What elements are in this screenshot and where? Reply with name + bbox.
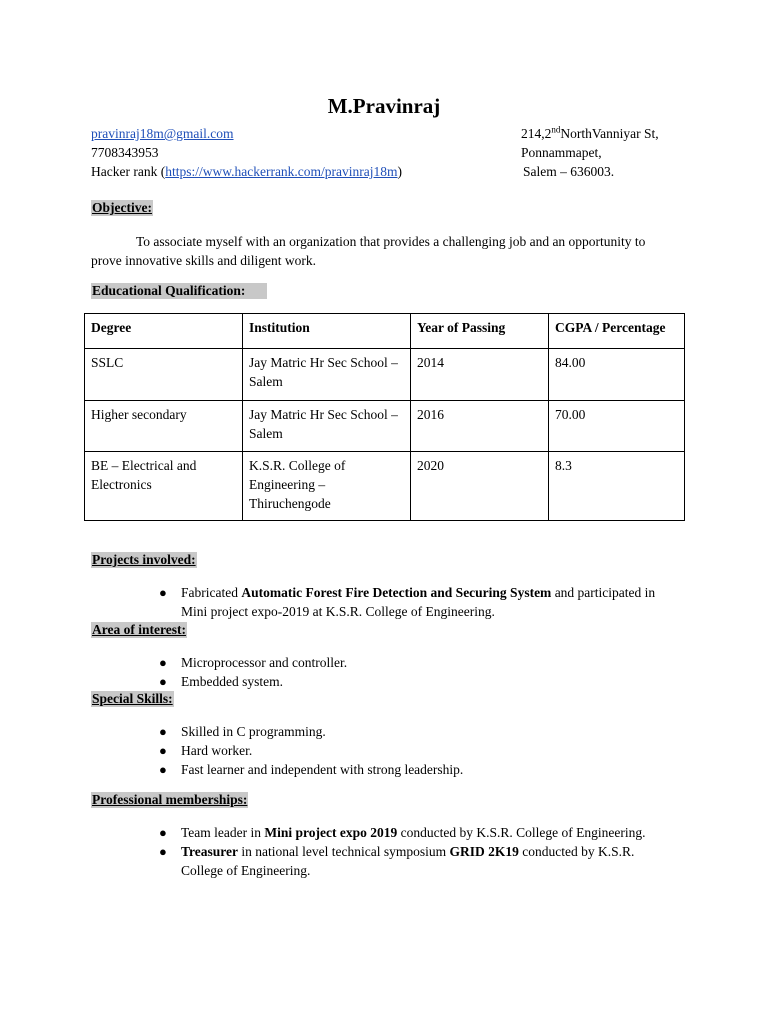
hackerrank-link[interactable]: https://www.hackerrank.com/pravinraj18m: [165, 164, 398, 179]
bullet-icon: ●: [159, 674, 167, 689]
education-section: [91, 283, 267, 299]
list-item: [91, 722, 691, 741]
email-link[interactable]: pravinraj18m@gmail.com: [91, 126, 234, 141]
memberships-list: [91, 823, 691, 880]
institution-cell: K.S.R. College of Engineering – Thiruchengode: [243, 452, 411, 521]
objective-line-2: prove innovative skills and diligent work.: [91, 253, 316, 268]
table-row: [85, 349, 685, 401]
address-number: 214,2: [521, 126, 552, 141]
list-item: [91, 760, 691, 779]
projects-heading: Projects involved:: [92, 552, 196, 567]
list-item: [91, 823, 691, 842]
objective-heading: Objective:: [92, 200, 152, 215]
interest-section: [91, 622, 187, 638]
bullet-icon: ●: [159, 762, 167, 777]
skill-item: Skilled in C programming.: [181, 724, 326, 739]
institution-cell: Jay Matric Hr Sec School – Salem: [243, 349, 411, 401]
membership-text: Team leader in: [181, 825, 265, 840]
list-item: [91, 653, 691, 672]
institution-cell: Jay Matric Hr Sec School – Salem: [243, 401, 411, 452]
hackerrank-close: ): [397, 164, 403, 179]
membership-text-tail: conducted by K.S.R.: [518, 844, 635, 859]
list-item: [91, 842, 691, 880]
degree-cell: BE – Electrical and Electronics: [85, 452, 243, 521]
bullet-icon: ●: [159, 743, 167, 758]
membership-text-line-2: College of Engineering.: [181, 863, 311, 878]
membership-text: in national level technical symposium: [238, 844, 450, 859]
address-line-3: Salem – 636003.: [523, 164, 615, 179]
membership-role: Treasurer: [181, 844, 238, 859]
skill-item: Fast learner and independent with strong leadership.: [181, 762, 464, 777]
degree-cell: Higher secondary: [85, 401, 243, 452]
interest-heading: Area of interest:: [92, 622, 186, 637]
address-line-2: Ponnammapet,: [521, 145, 602, 160]
skills-heading: Special Skills:: [92, 691, 173, 706]
interest-list: [91, 653, 691, 691]
objective-section: [91, 200, 153, 216]
year-cell: 2016: [411, 401, 549, 452]
table-header-row: [85, 314, 685, 349]
memberships-section: [91, 792, 248, 808]
membership-event: Mini project expo 2019: [264, 825, 398, 840]
resume-name: M.Pravinraj: [327, 94, 441, 118]
score-cell: 84.00: [549, 349, 685, 401]
bullet-icon: ●: [159, 724, 167, 739]
address: [521, 124, 659, 181]
address-street: NorthVanniyar St,: [560, 126, 659, 141]
column-header: Institution: [243, 314, 411, 349]
column-header: Year of Passing: [411, 314, 549, 349]
list-item: [91, 741, 691, 760]
membership-event: GRID 2K19: [449, 844, 519, 859]
list-item: [91, 672, 691, 691]
table-row: [85, 452, 685, 521]
membership-text-tail: conducted by K.S.R. College of Engineering.: [397, 825, 646, 840]
project-text-tail: and participated in: [551, 585, 656, 600]
skills-list: [91, 722, 691, 779]
projects-list: [91, 583, 691, 621]
education-table: [84, 313, 685, 521]
skills-section: [91, 691, 174, 707]
interest-item: Microprocessor and controller.: [181, 655, 348, 670]
address-superscript: nd: [551, 124, 561, 135]
degree-cell: SSLC: [85, 349, 243, 401]
score-cell: 8.3: [549, 452, 685, 521]
bullet-icon: ●: [159, 655, 167, 670]
contact-info: [91, 124, 402, 181]
column-header: CGPA / Percentage: [549, 314, 685, 349]
interest-item: Embedded system.: [181, 674, 283, 689]
column-header: Degree: [85, 314, 243, 349]
bullet-icon: ●: [159, 844, 167, 859]
skill-item: Hard worker.: [181, 743, 253, 758]
hackerrank-line: [91, 162, 402, 181]
project-title: Automatic Forest Fire Detection and Securing System: [241, 585, 552, 600]
hackerrank-label: Hacker rank (: [91, 164, 166, 179]
address-line-1: [521, 124, 659, 143]
objective-text: [91, 232, 681, 270]
year-cell: 2020: [411, 452, 549, 521]
year-cell: 2014: [411, 349, 549, 401]
education-heading: Educational Qualification:: [91, 283, 267, 299]
objective-line-1: To associate myself with an organization that provides a challenging job and an opportunity to: [136, 234, 646, 249]
score-cell: 70.00: [549, 401, 685, 452]
bullet-icon: ●: [159, 585, 167, 600]
memberships-heading: Professional memberships:: [92, 792, 248, 807]
table-row: [85, 401, 685, 452]
bullet-icon: ●: [159, 825, 167, 840]
project-text: Fabricated: [181, 585, 242, 600]
projects-section: [91, 552, 197, 568]
project-text-line-2: Mini project expo-2019 at K.S.R. College of Engineering.: [181, 604, 495, 619]
list-item: [91, 583, 691, 621]
phone-number: 7708343953: [91, 145, 159, 160]
